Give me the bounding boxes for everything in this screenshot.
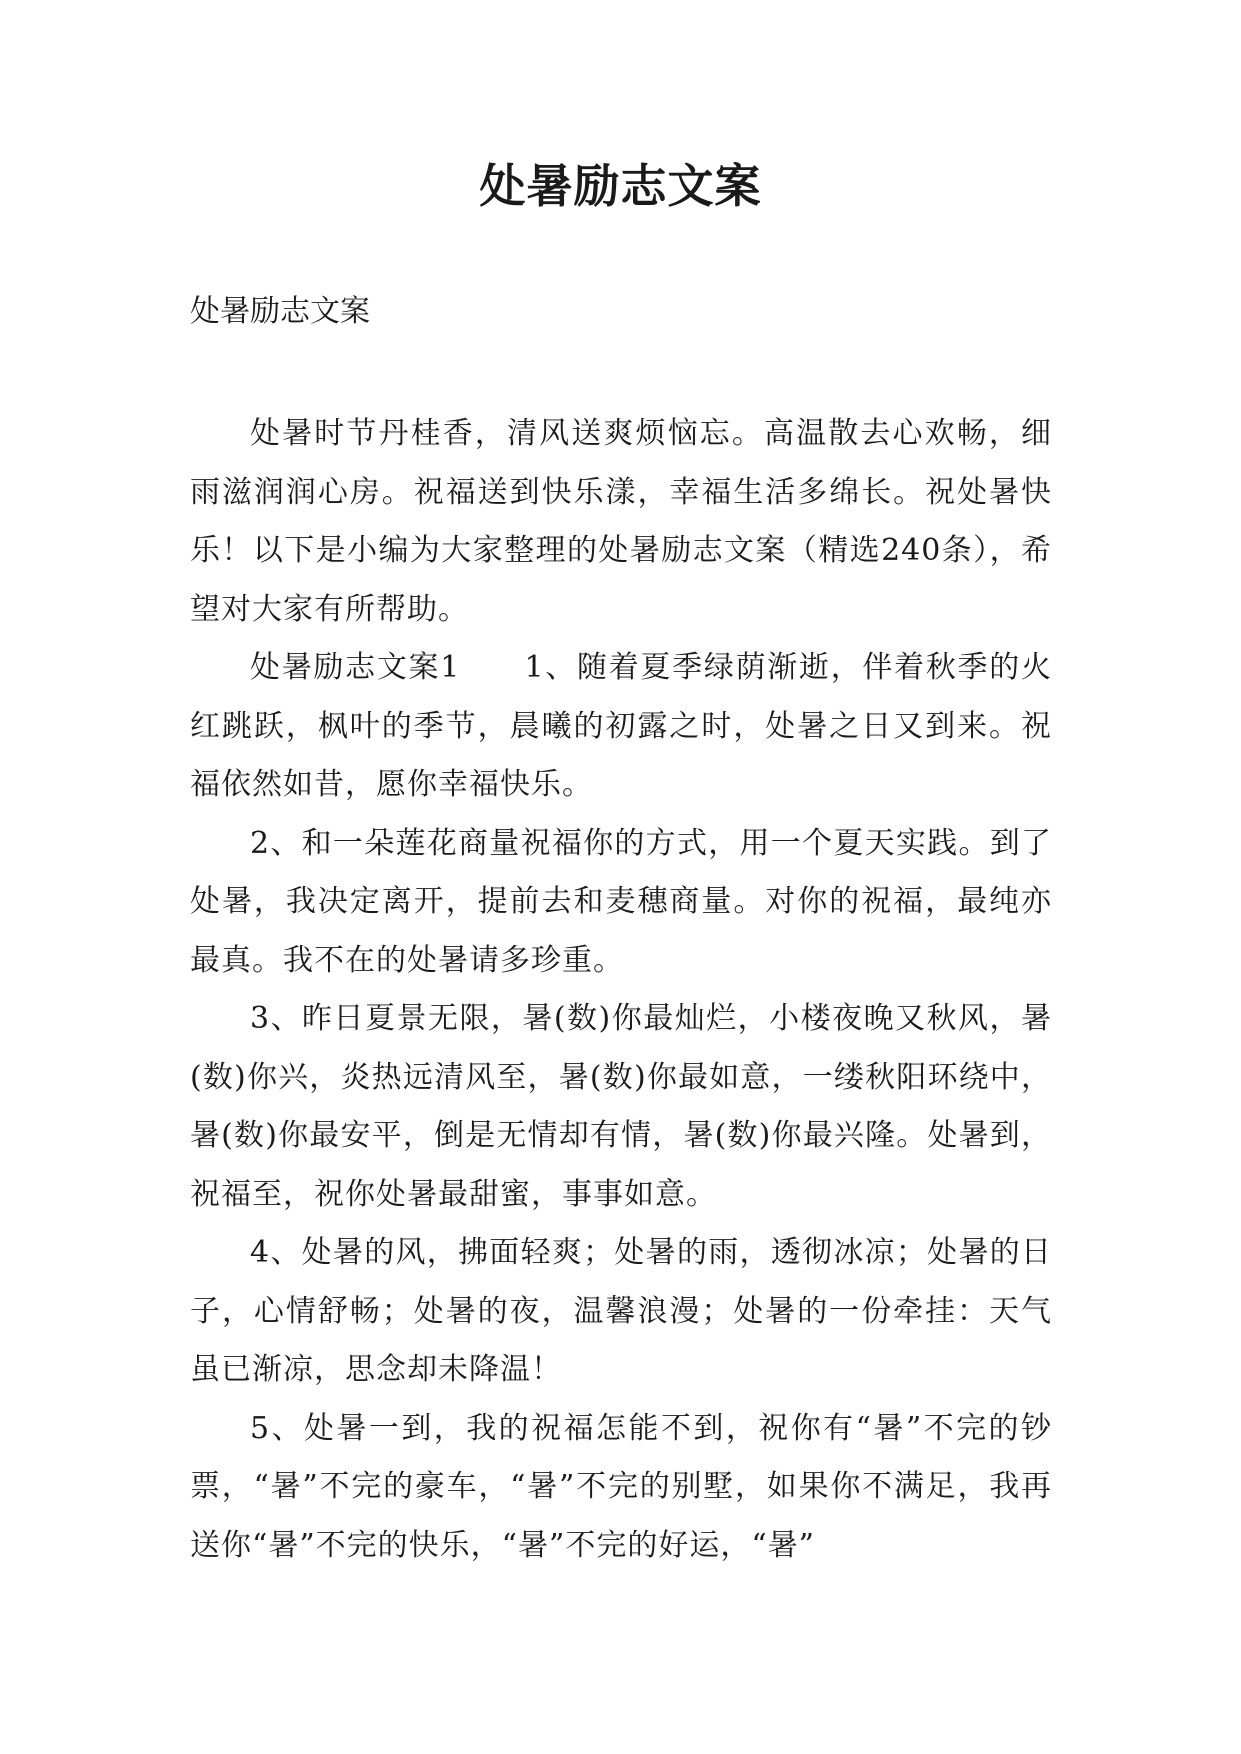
paragraph-item-4: 4、处暑的风，拂面轻爽；处暑的雨，透彻冰凉；处暑的日子，心情舒畅；处暑的夜，温馨浪漫；处暑的一份牵挂：天气虽已渐凉，思念却未降温！ [190, 1235, 1052, 1387]
document-subtitle: 处暑励志文案 [190, 294, 370, 329]
paragraph-intro: 处暑时节丹桂香，清风送爽烦恼忘。高温散去心欢畅，细雨滋润润心房。祝福送到快乐漾，幸福生活多绵长。祝处暑快乐！以下是小编为大家整理的处暑励志文案（精选240条），希望对大家有所帮助。 [190, 416, 1052, 627]
paragraph-item-2: 2、和一朵莲花商量祝福你的方式，用一个夏天实践。到了处暑，我决定离开，提前去和麦穗商量。对你的祝福，最纯亦最真。我不在的处暑请多珍重。 [190, 825, 1052, 978]
document-title: 处暑励志文案 [479, 159, 762, 213]
document-body [190, 405, 1052, 1575]
paragraph-item-5: 5、处暑一到，我的祝福怎能不到，祝你有“暑”不完的钞票，“暑”不完的豪车，“暑”不完的别墅，如果你不满足，我再送你“暑”不完的快乐，“暑”不完的好运，“暑” [190, 1410, 1052, 1563]
paragraph-item-3: 3、昨日夏景无限，暑(数)你最灿烂，小楼夜晚又秋风，暑(数)你兴，炎热远清风至，暑(数)你最如意，一缕秋阳环绕中，暑(数)你最安平，倒是无情却有情，暑(数)你最兴隆。处暑到，祝福至，祝你处暑最甜蜜，事事如意。 [190, 1001, 1052, 1212]
paragraph-item-1: 处暑励志文案1 1、随着夏季绿荫渐逝，伴着秋季的火红跳跃，枫叶的季节，晨曦的初露之时，处暑之日又到来。祝福依然如昔，愿你幸福快乐。 [190, 650, 1052, 802]
